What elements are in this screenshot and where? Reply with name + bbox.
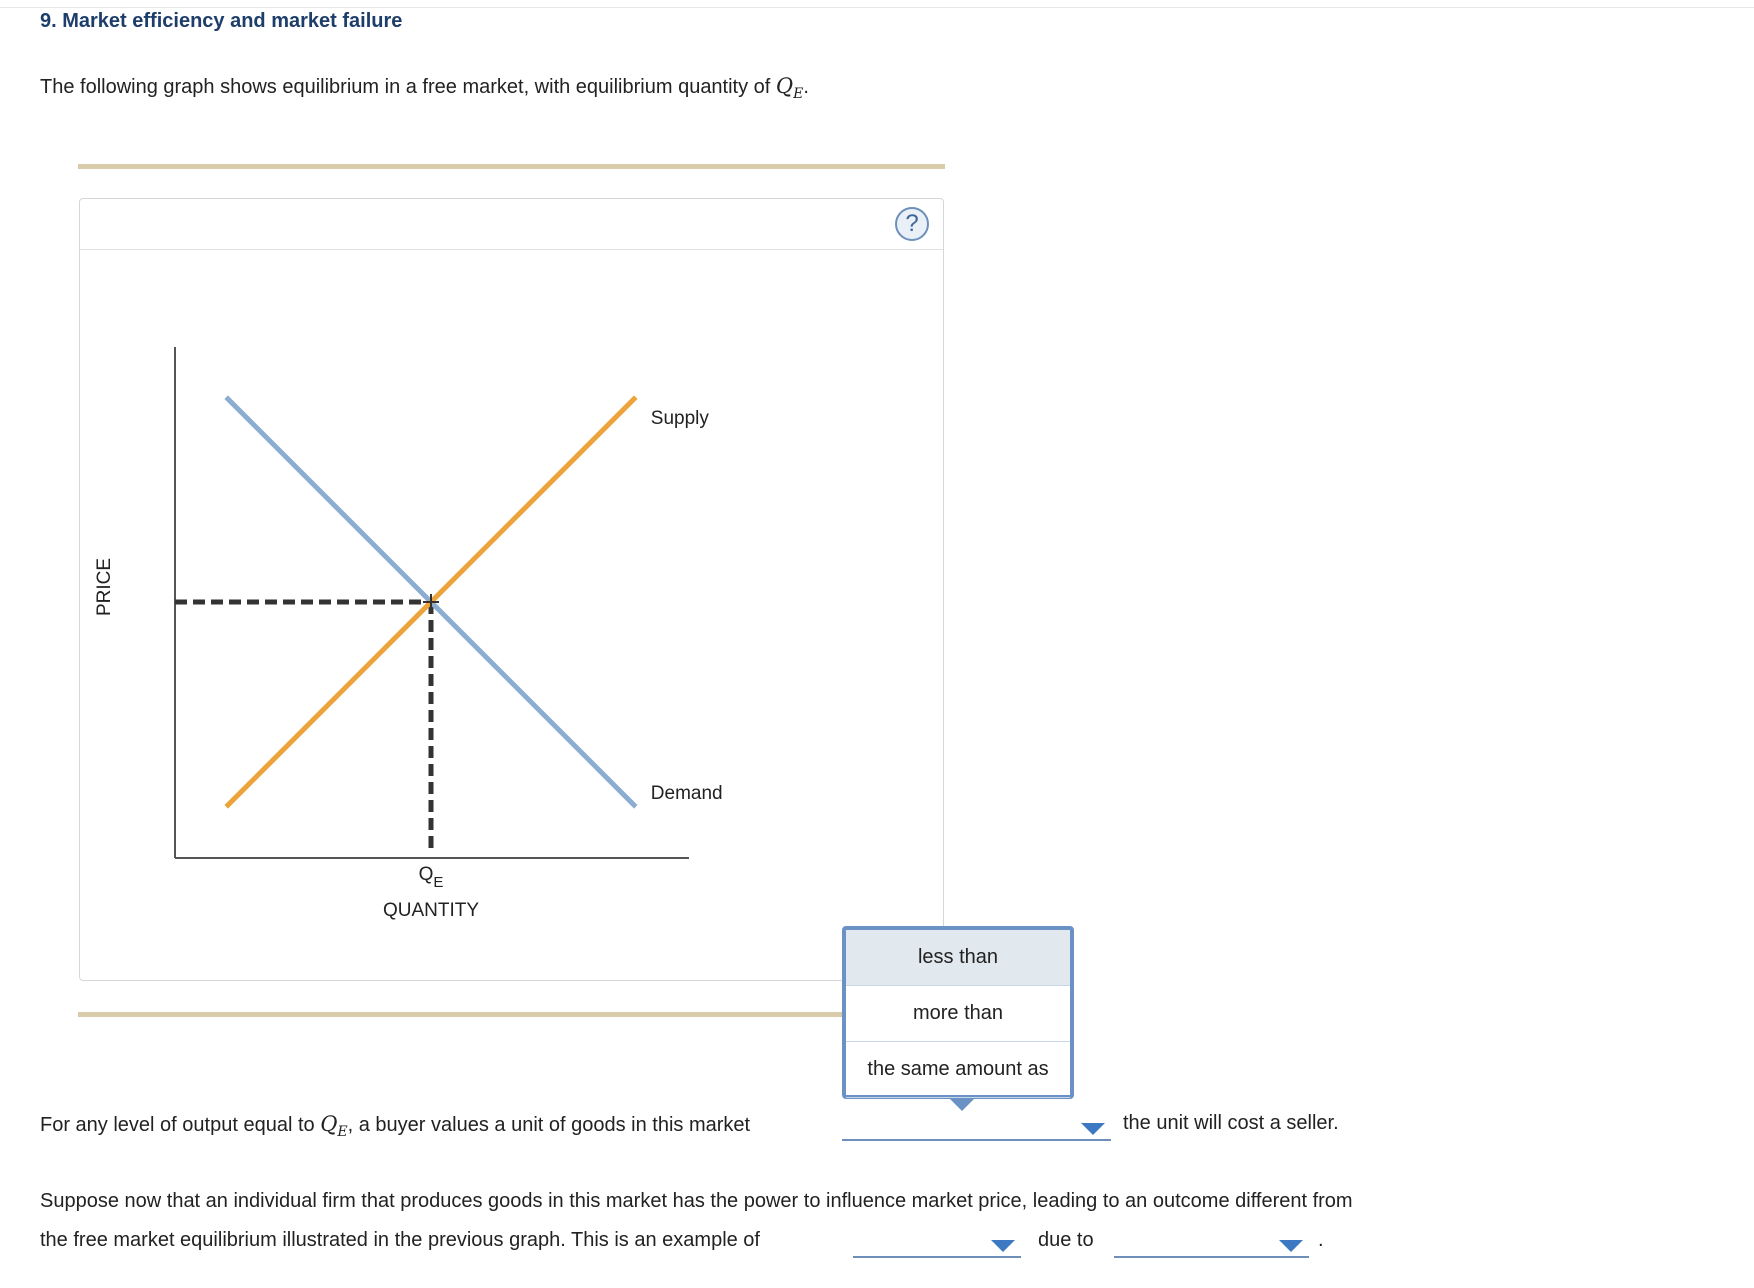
- option-more-than[interactable]: more than: [846, 986, 1070, 1042]
- chevron-down-icon: [1279, 1240, 1303, 1252]
- qe-tick-label: $Q_E$: [418, 864, 444, 891]
- qe-symbol: $Q_E$: [775, 74, 804, 103]
- y-axis-label: PRICE: [94, 557, 115, 617]
- due-to-dropdown[interactable]: [1114, 1226, 1309, 1258]
- graph-bottom-divider: [78, 1012, 945, 1017]
- x-axis-label: QUANTITY: [382, 900, 480, 921]
- graph-top-divider: [78, 164, 945, 169]
- comparison-dropdown-menu: [842, 926, 1074, 1099]
- graph-panel: [79, 198, 944, 981]
- option-less-than[interactable]: less than: [846, 930, 1070, 986]
- chevron-down-icon: [991, 1240, 1015, 1252]
- option-same-amount[interactable]: the same amount as: [846, 1042, 1070, 1098]
- intro-text: The following graph shows equilibrium in a free market, with equilibrium quantity of: [40, 76, 771, 98]
- qe-symbol: $Q_E$: [320, 1112, 348, 1141]
- example-of-dropdown[interactable]: [853, 1226, 1021, 1258]
- sentence-one-middle: , a buyer values a unit of goods in this market: [347, 1114, 751, 1136]
- question-title: 9. Market efficiency and market failure: [40, 10, 403, 32]
- comparison-dropdown[interactable]: [842, 1109, 1111, 1141]
- sentence-one: [40, 1112, 750, 1140]
- top-divider: [0, 7, 1754, 8]
- sentence-two-due-to: due to: [1038, 1229, 1094, 1251]
- sentence-one-prefix: For any level of output equal to: [40, 1114, 315, 1136]
- question-mark-icon: ?: [905, 210, 919, 237]
- market-graph: [80, 199, 945, 982]
- sentence-two-period: .: [1318, 1229, 1324, 1251]
- intro-period: .: [803, 76, 809, 98]
- supply-label: Supply: [650, 408, 709, 430]
- sentence-two-line1: Suppose now that an individual firm that produces goods in this market has the power to influence market price, leading to an outcome different from: [40, 1190, 1353, 1212]
- menu-pointer: [950, 1099, 974, 1111]
- intro-paragraph: [40, 74, 809, 102]
- demand-label: Demand: [650, 782, 723, 804]
- sentence-one-suffix: the unit will cost a seller.: [1123, 1112, 1339, 1134]
- chevron-down-icon: [1081, 1123, 1105, 1135]
- sentence-two-line2-prefix: the free market equilibrium illustrated in the previous graph. This is an example of: [40, 1229, 760, 1251]
